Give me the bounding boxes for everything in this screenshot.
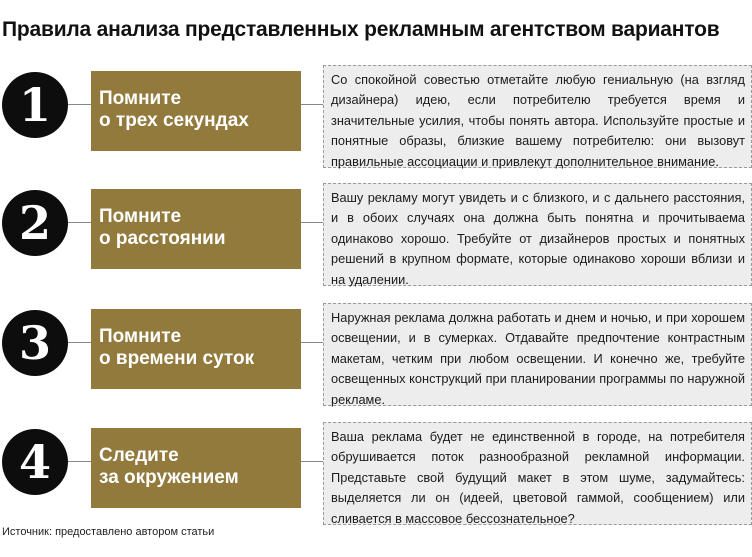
rule-description: Наружная реклама должна работать и днем и ночью, и при хорошем освещении, и в сумерках. Отдавайте предпочтение контрастным макетам, четким при любом освещении. И конечно же, требуйте освещенных конструкций при планировании программы по наружной рекламе. xyxy=(323,303,752,406)
rule-label xyxy=(91,189,301,269)
rule-label-line2: за окружением xyxy=(99,467,239,488)
page-title: Правила анализа представленных рекламным агентством вариантов xyxy=(2,18,720,41)
rule-label-line1: Помните xyxy=(99,88,182,109)
rule-number-circle: 4 xyxy=(2,429,68,495)
rule-number-circle: 2 xyxy=(2,190,68,256)
rule-label-line1: Помните xyxy=(99,206,182,227)
connector-line xyxy=(68,461,91,462)
rule-description: Ваша реклама будет не единственной в городе, на потребителя обрушивается поток разнообразной рекламной информации. Представьте свой будущий макет в этом шуме, задумайтесь: выделяется ли он (идеей, цветовой гаммой, сообщением) или сливается в массовое бессознательное? xyxy=(323,422,752,525)
rule-number-circle: 3 xyxy=(2,310,68,376)
rule-description: Вашу рекламу могут увидеть и с близкого, и с дальнего расстояния, и в обоих случаях она должна быть понятна и прочитываема одинаково хорошо. Требуйте от дизайнеров простых и понятных решений в крупном формате, которые одинаково хороши вблизи и на удалении. xyxy=(323,183,752,286)
rule-description: Со спокойной совестью отметайте любую гениальную (на взгляд дизайнера) идею, если потребителю требуется время и значительные усилия, чтобы понять автора. Используйте простые и понятные образы, близкие вашему потребителю: они вызовут правильные ассоциации и привлекут дополнительное внимание. xyxy=(323,65,752,168)
connector-line xyxy=(68,222,91,223)
rule-label-line1: Следите xyxy=(99,445,179,466)
connector-line xyxy=(301,104,323,105)
rule-row-3 xyxy=(0,309,752,419)
connector-line xyxy=(68,104,91,105)
rule-label-line2: о расстоянии xyxy=(99,228,226,249)
connector-line xyxy=(68,342,91,343)
rule-label xyxy=(91,71,301,151)
connector-line xyxy=(301,461,323,462)
rule-row-1 xyxy=(0,71,752,181)
connector-line xyxy=(301,222,323,223)
source-note: Источник: предоставлено автором статьи xyxy=(2,526,215,538)
rule-label-line2: о времени суток xyxy=(99,348,255,369)
rule-number-circle: 1 xyxy=(2,72,68,138)
connector-line xyxy=(301,342,323,343)
rule-label-line2: о трех секундах xyxy=(99,110,249,131)
rule-label xyxy=(91,428,301,508)
rule-row-2 xyxy=(0,189,752,299)
rule-label xyxy=(91,309,301,389)
rule-row-4 xyxy=(0,428,752,538)
rule-label-line1: Помните xyxy=(99,326,182,347)
